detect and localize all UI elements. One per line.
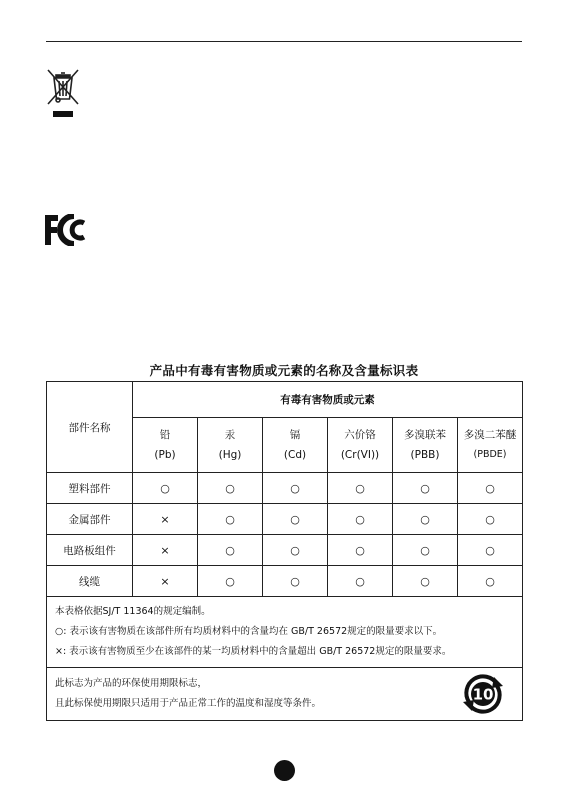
table-row: [47, 473, 523, 504]
compliance-mark: ○: [328, 473, 393, 504]
substance-group-header: 有毒有害物质或元素: [133, 382, 523, 418]
part-name: 金属部件: [47, 504, 133, 535]
compliance-mark: ○: [393, 504, 458, 535]
note-line: 本表格依据SJ/T 11364的规定编制。: [55, 606, 211, 617]
substance-header-pbb: [393, 418, 458, 473]
note-line: ×: 表示该有害物质至少在该部件的某一均质材料中的含量超出 GB/T 26572规定的限量要求。: [55, 646, 452, 657]
substance-name: 多溴二苯醚: [463, 429, 517, 441]
substance-header-pbde: [458, 418, 523, 473]
substance-name: 多溴联苯: [404, 429, 446, 441]
compliance-mark: ○: [328, 535, 393, 566]
compliance-mark: ○: [263, 504, 328, 535]
part-name: 塑料部件: [47, 473, 133, 504]
substance-symbol: (Pb): [154, 449, 176, 461]
substance-name: 汞: [224, 429, 236, 441]
epup-line: 且此标保使用期限只适用于产品正常工作的温度和湿度等条件。: [55, 698, 322, 709]
table-title: 产品中有毒有害物质或元素的名称及含量标识表: [149, 363, 419, 378]
compliance-mark: ×: [133, 566, 198, 597]
compliance-mark: ○: [393, 566, 458, 597]
substance-symbol: (Hg): [218, 449, 242, 461]
top-divider: [46, 41, 522, 42]
substance-symbol: (Cd): [283, 449, 307, 461]
compliance-mark: ○: [393, 473, 458, 504]
compliance-mark: ○: [198, 535, 263, 566]
table-notes: [47, 597, 523, 668]
epup-years: 10: [472, 685, 494, 704]
hazardous-substances-table: [46, 381, 523, 721]
substance-name: 铅: [159, 429, 171, 441]
part-name: 电路板组件: [47, 535, 133, 566]
compliance-mark: ○: [133, 473, 198, 504]
substance-name: 六价铬: [344, 429, 376, 441]
substance-symbol: (PBB): [410, 449, 440, 461]
compliance-mark: ○: [263, 566, 328, 597]
page-number-dot: [274, 760, 295, 781]
substance-symbol: (PBDE): [473, 449, 507, 460]
substance-header-mercury: [198, 418, 263, 473]
substance-header-lead: [133, 418, 198, 473]
substance-symbol: (Cr(VI)): [340, 449, 380, 461]
note-line: ○: 表示该有害物质在该部件所有均质材料中的含量均在 GB/T 26572规定的限量要求以下。: [55, 626, 443, 637]
table-row: [47, 535, 523, 566]
part-name: 线缆: [47, 566, 133, 597]
table-row: [47, 504, 523, 535]
compliance-mark: ○: [198, 566, 263, 597]
substance-name: 镉: [289, 429, 301, 441]
fcc-logo: [44, 214, 90, 246]
compliance-mark: ○: [458, 504, 523, 535]
compliance-mark: ○: [458, 535, 523, 566]
compliance-mark: ○: [198, 473, 263, 504]
compliance-mark: ×: [133, 535, 198, 566]
crossed-out-wheelie-bin-icon: [45, 67, 81, 119]
substance-header-chromium: [328, 418, 393, 473]
epup-line: 此标志为产品的环保使用期限标志，: [55, 678, 208, 689]
compliance-mark: ○: [328, 504, 393, 535]
compliance-mark: ○: [458, 566, 523, 597]
substance-header-cadmium: [263, 418, 328, 473]
compliance-mark: ○: [198, 504, 263, 535]
epup-statement: [47, 668, 523, 721]
compliance-mark: ○: [328, 566, 393, 597]
compliance-mark: ○: [458, 473, 523, 504]
compliance-mark: ×: [133, 504, 198, 535]
compliance-mark: ○: [393, 535, 458, 566]
compliance-mark: ○: [263, 473, 328, 504]
table-row: [47, 566, 523, 597]
compliance-mark: ○: [263, 535, 328, 566]
part-name-header: 部件名称: [47, 382, 133, 473]
environment-protection-use-period-icon: [458, 672, 508, 716]
